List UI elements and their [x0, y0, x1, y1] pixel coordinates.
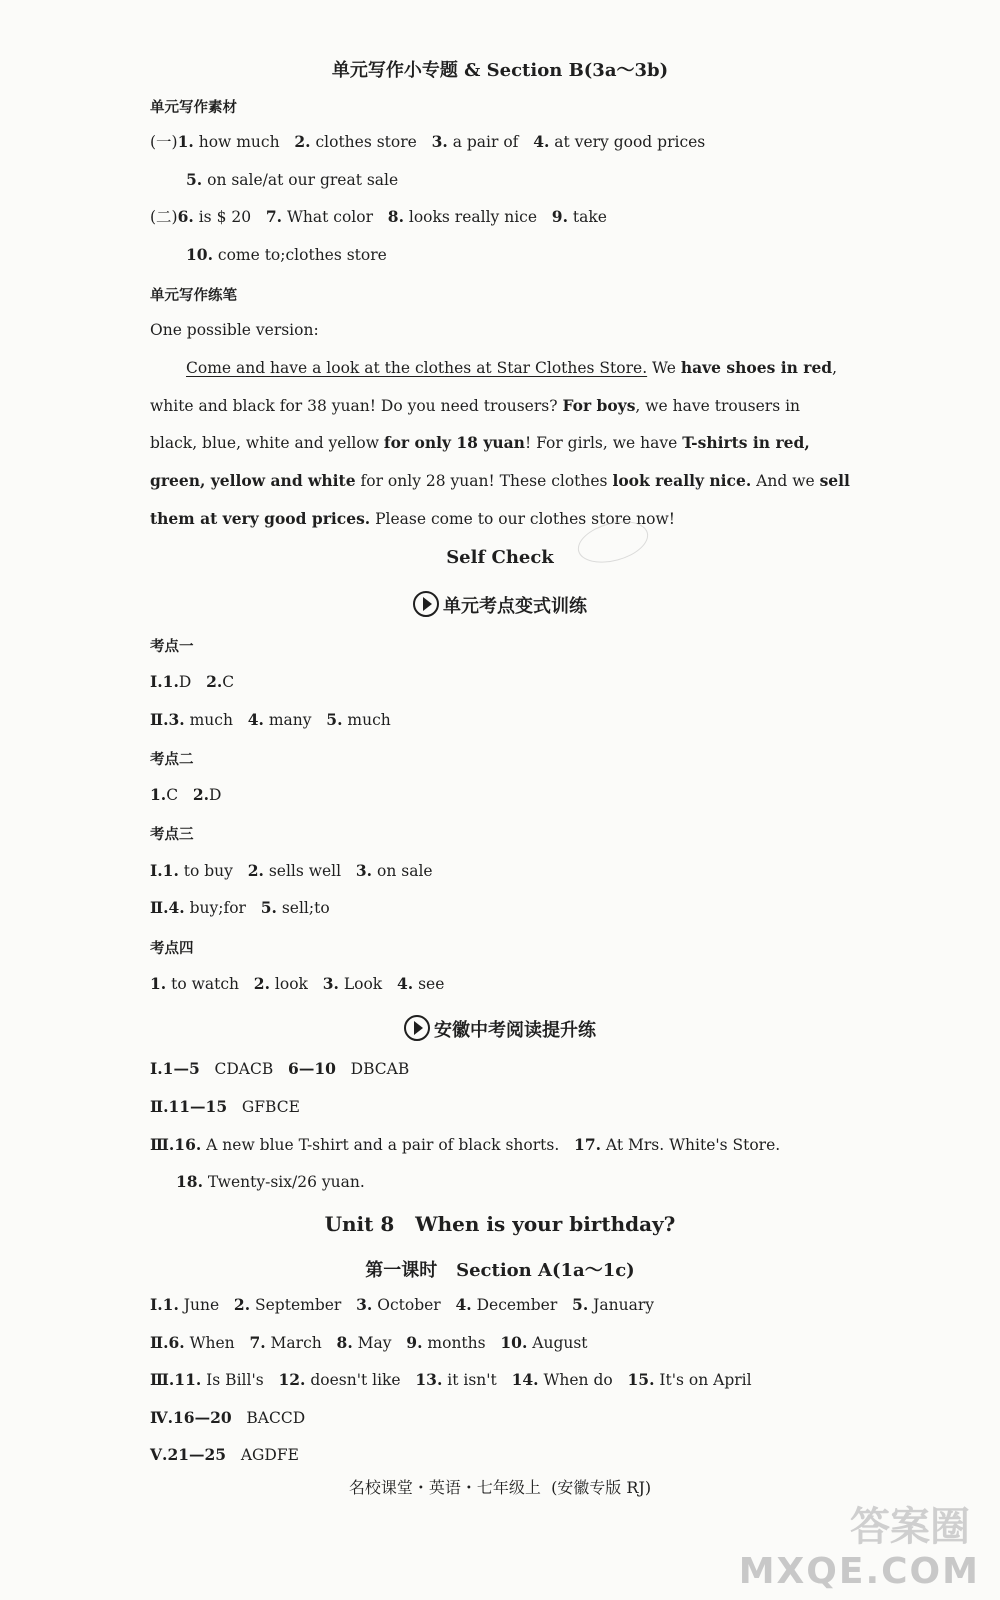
kaodian-heading: 考点一	[150, 639, 194, 655]
answer-line: Ⅱ.11—15 GFBCE	[150, 1097, 300, 1116]
answer-line: Ⅰ.1—5 CDACB 6—10 DBCAB	[150, 1059, 410, 1078]
answer-line: 18. Twenty-six/26 yuan.	[176, 1172, 365, 1191]
page-footer: 名校课堂・英语・七年级上 (安徽专版 RJ)	[348, 1478, 652, 1497]
answer-line: 1. to watch 2. look 3. Look 4. see	[150, 974, 445, 993]
answer-line: Ⅰ.1.D 2.C	[150, 672, 235, 691]
self-check-title: Self Check	[446, 547, 554, 568]
kaodian-heading: 考点二	[150, 752, 194, 768]
banner-variant-training: 单元考点变式训练	[0, 591, 1000, 618]
section-title: 单元写作小专题 & Section B(3a～3b)	[331, 60, 669, 81]
material-heading: 单元写作素材	[150, 100, 237, 116]
part-label: (一)	[150, 133, 178, 151]
answer-line: 5. on sale/at our great sale	[186, 170, 399, 189]
version-label: One possible version:	[150, 321, 319, 339]
play-circle-icon	[404, 1015, 430, 1041]
watermark-logo: 答案圈	[850, 1504, 970, 1550]
answer-line: Ⅲ.16. A new blue T-shirt and a pair of black shorts. 17. At Mrs. White's Store.	[150, 1135, 781, 1154]
essay-line: green, yellow and white for only 28 yuan! These clothes look really nice. And we sell	[150, 471, 850, 490]
kaodian-heading: 考点三	[150, 827, 194, 843]
essay-line: white and black for 38 yuan! Do you need trousers? For boys, we have trousers in	[150, 396, 801, 415]
answer-line: Ⅴ.21—25 AGDFE	[150, 1445, 299, 1464]
answer-line: Ⅲ.11. Is Bill's 12. doesn't like 13. it isn't 14. When do 15. It's on April	[150, 1370, 752, 1389]
answer-line: (二)6. is $ 20 7. What color 8. looks really nice 9. take	[150, 207, 607, 226]
answer-line: Ⅰ.1. to buy 2. sells well 3. on sale	[150, 861, 433, 880]
answer-line: 1.C 2.D	[150, 785, 222, 804]
answer-line: Ⅱ.3. much 4. many 5. much	[150, 710, 391, 729]
answer-line: (一)1. how much 2. clothes store 3. a pair of 4. at very good prices	[150, 132, 706, 151]
answer-line: Ⅰ.1. June 2. September 3. October 4. December 5. January	[150, 1295, 654, 1314]
answer-line: Ⅱ.6. When 7. March 8. May 9. months 10. August	[150, 1333, 588, 1352]
unit-title: Unit 8 When is your birthday?	[324, 1212, 676, 1236]
practice-heading: 单元写作练笔	[150, 288, 237, 304]
essay-line: them at very good prices. Please come to our clothes store now!	[150, 509, 675, 528]
essay-line: black, blue, white and yellow for only 18 yuan! For girls, we have T-shirts in red,	[150, 433, 810, 452]
part-label: (二)	[150, 208, 178, 226]
kaodian-heading: 考点四	[150, 941, 194, 957]
play-circle-icon	[413, 591, 439, 617]
essay-line: Come and have a look at the clothes at Star Clothes Store. We have shoes in red,	[186, 358, 838, 377]
answer-line: Ⅳ.16—20 BACCD	[150, 1408, 306, 1427]
answer-line: Ⅱ.4. buy;for 5. sell;to	[150, 898, 330, 917]
lesson-title: 第一课时 Section A(1a～1c)	[365, 1260, 635, 1281]
banner-reading-practice: 安徽中考阅读提升练	[0, 1015, 1000, 1042]
watermark-url: MXQE.COM	[738, 1551, 980, 1592]
answer-line: 10. come to;clothes store	[186, 245, 387, 264]
